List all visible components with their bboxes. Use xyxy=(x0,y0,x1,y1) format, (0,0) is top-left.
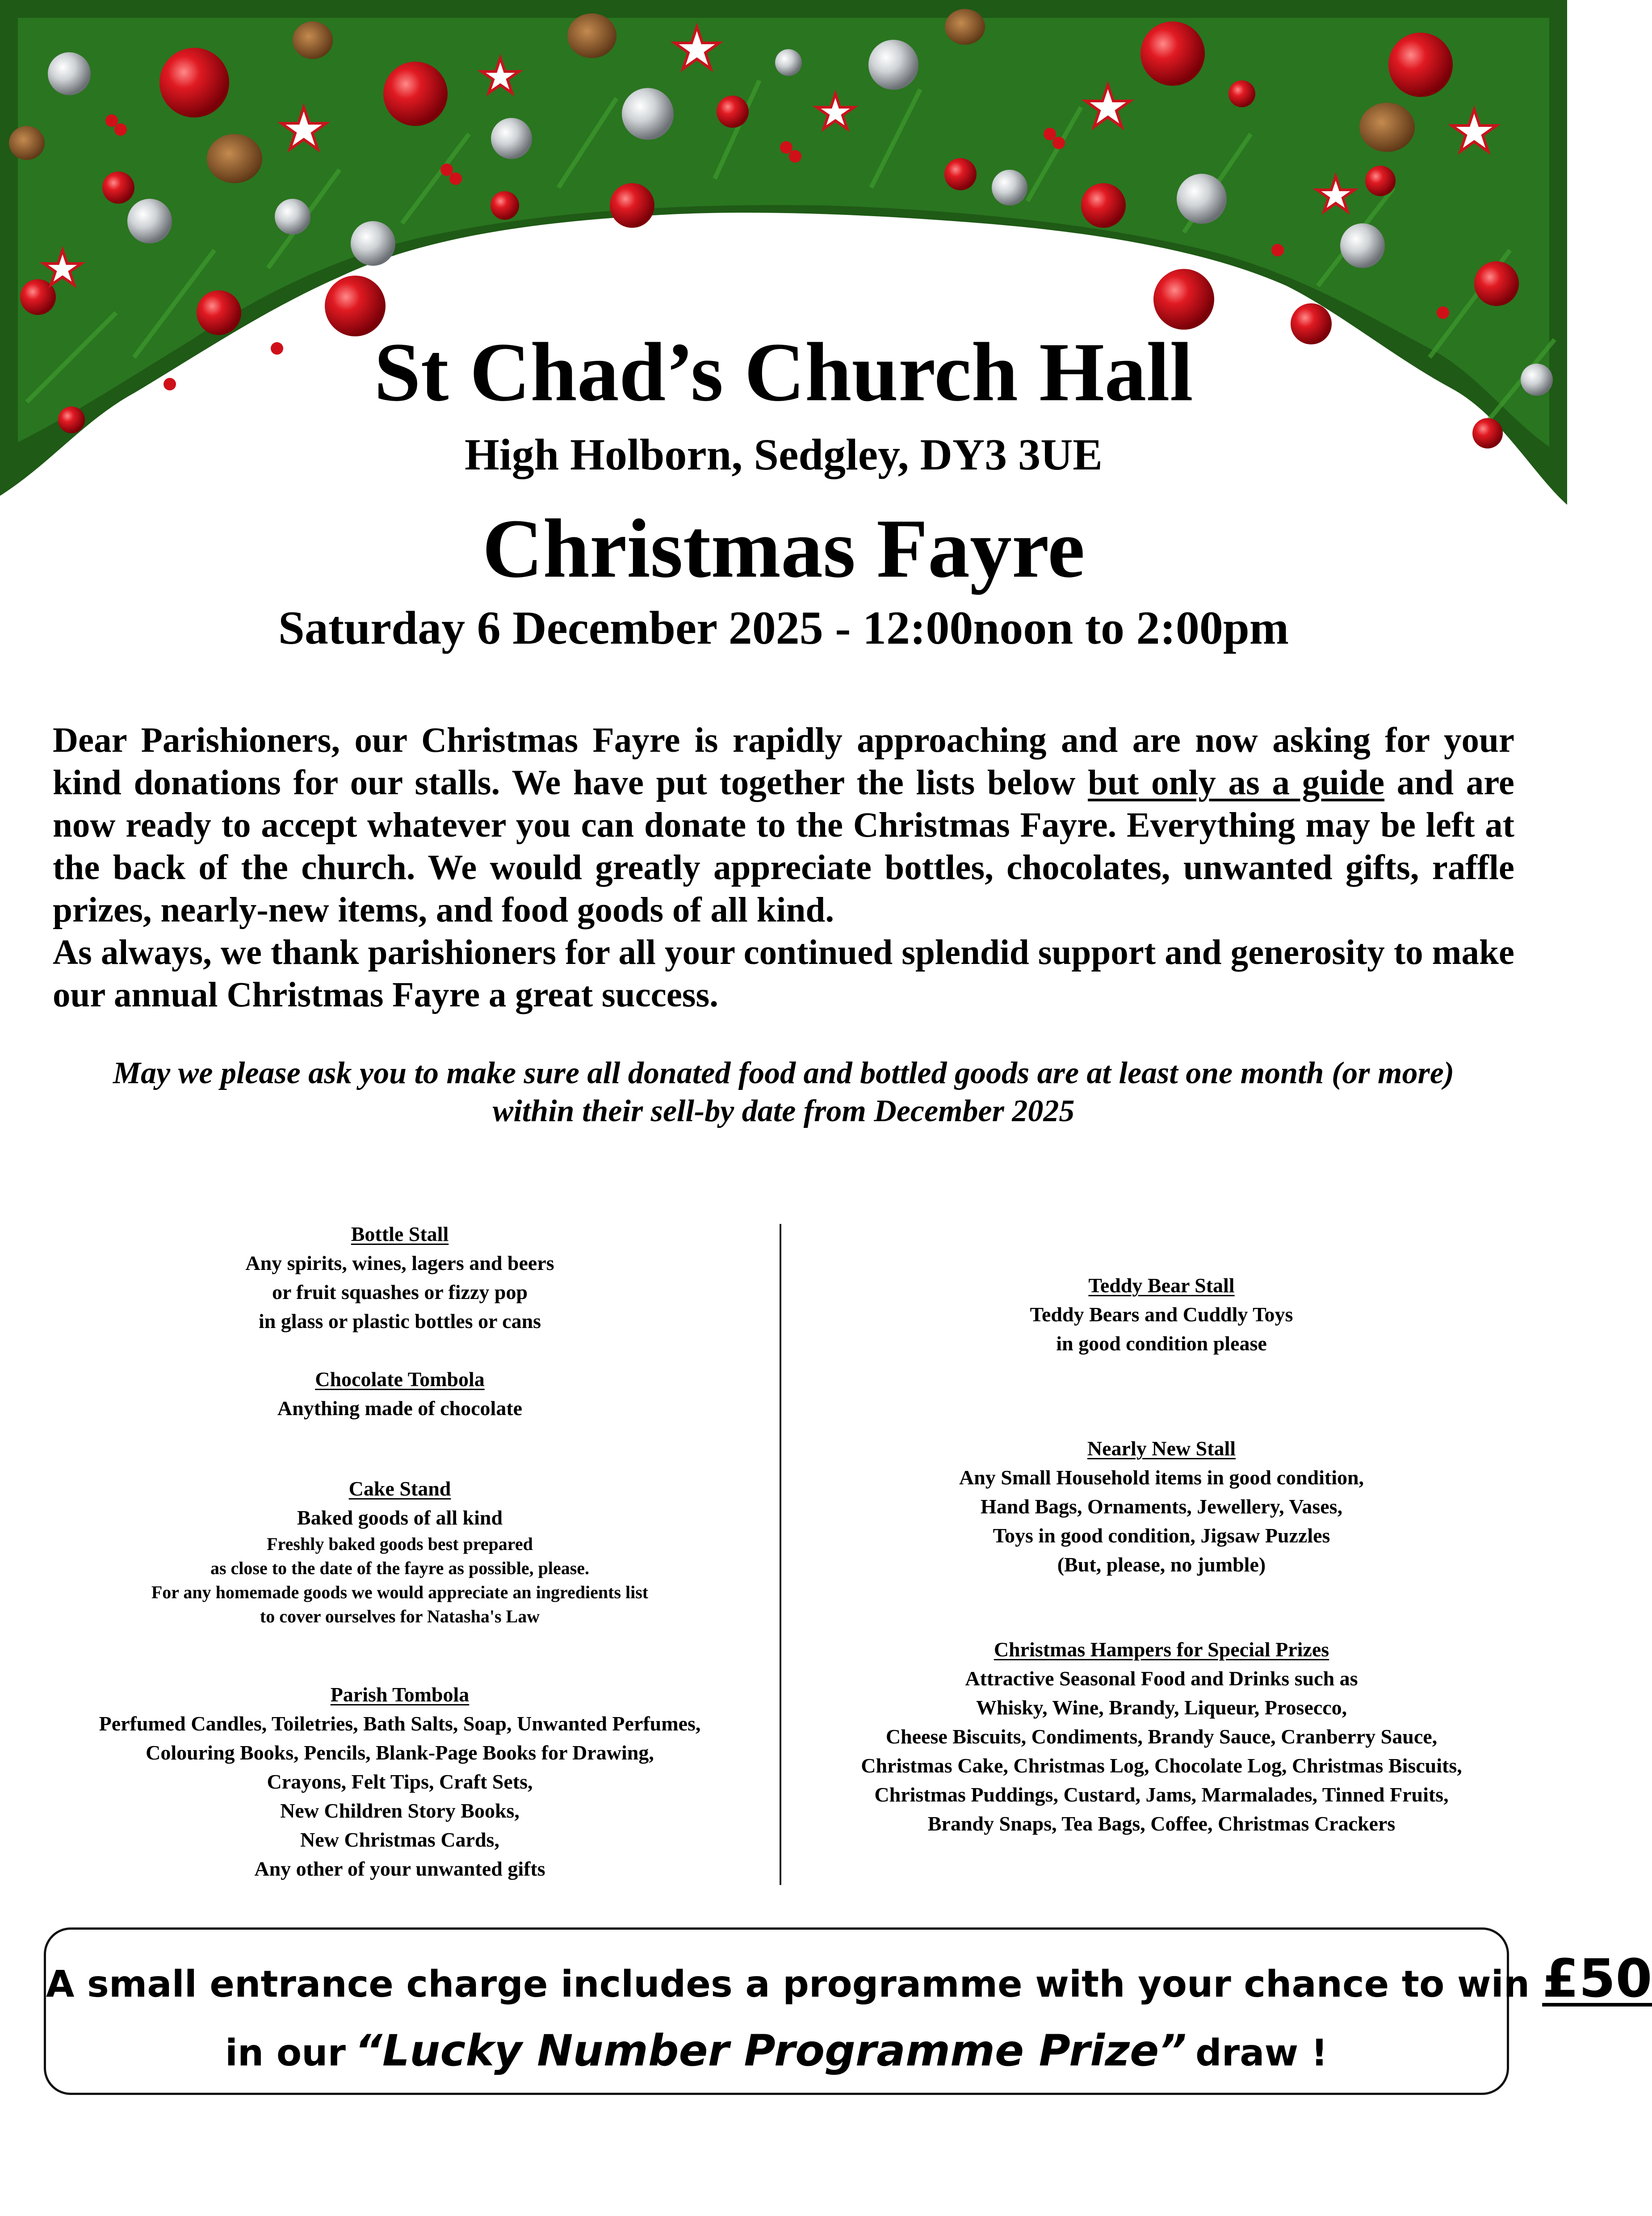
stall-line: Cheese Biscuits, Condiments, Brandy Sauce, Cranberry Sauce, xyxy=(885,1725,1438,1748)
stall-line: New Children Story Books, xyxy=(280,1799,520,1822)
stall-line: Any Small Household items in good condition, xyxy=(959,1466,1364,1489)
prize-text: A small entrance charge includes a programme with your chance to win xyxy=(46,1963,1530,2006)
stall-line: New Christmas Cards, xyxy=(300,1828,499,1851)
prize-line-2 xyxy=(46,2026,1507,2076)
prize-text-end: draw ! xyxy=(1195,2032,1328,2074)
stall-line: Whisky, Wine, Brandy, Liqueur, Prosecco, xyxy=(976,1696,1347,1719)
stall-line: in glass or plastic bottles or cans xyxy=(258,1310,541,1332)
event-title: Christmas Fayre xyxy=(482,502,1085,595)
stall-line: Hand Bags, Ornaments, Jewellery, Vases, xyxy=(980,1495,1343,1518)
stall-line: in good condition please xyxy=(1056,1332,1267,1355)
stall-line: Colouring Books, Pencils, Blank-Page Books for Drawing, xyxy=(146,1741,654,1764)
stall-line: Crayons, Felt Tips, Craft Sets, xyxy=(267,1770,533,1793)
prize-amount: £50 xyxy=(1542,1948,1652,2009)
stall-note: Freshly baked goods best prepared xyxy=(267,1534,533,1554)
request-line-1: May we please ask you to make sure all donated food and bottled goods are at least one month (or more) xyxy=(113,1056,1455,1090)
parish-tombola xyxy=(45,1680,755,1883)
cake-stand xyxy=(45,1474,755,1629)
stall-note: to cover ourselves for Natasha's Law xyxy=(260,1606,540,1626)
stall-line: Perfumed Candles, Toiletries, Bath Salts, Soap, Unwanted Perfumes, xyxy=(99,1712,701,1735)
column-divider xyxy=(780,1224,781,1885)
hall-address: High Holborn, Sedgley, DY3 3UE xyxy=(465,430,1103,479)
stall-line: Teddy Bears and Cuddly Toys xyxy=(1030,1303,1293,1326)
stall-title: Chocolate Tombola xyxy=(315,1368,485,1391)
stall-line: Brandy Snaps, Tea Bags, Coffee, Christmas Crackers xyxy=(927,1812,1396,1835)
prize-text-start: in our xyxy=(225,2032,346,2074)
stall-line: (But, please, no jumble) xyxy=(1057,1553,1266,1576)
stall-title: Teddy Bear Stall xyxy=(1088,1274,1235,1297)
prize-draw-box xyxy=(44,1927,1652,2095)
stall-title: Parish Tombola xyxy=(330,1683,470,1706)
nearly-new-stall xyxy=(800,1434,1523,1579)
stalls-right-column xyxy=(800,1219,1523,1838)
stall-line: Christmas Cake, Christmas Log, Chocolate Log, Christmas Biscuits, xyxy=(861,1754,1462,1777)
intro-paragraph-2: As always, we thank parishioners for all your continued splendid support and generosity to make our annual Christmas Fayre a great success. xyxy=(53,933,1514,1014)
intro-paragraph-1: Dear Parishioners, our Christmas Fayre is rapidly approaching and are now asking for your kind donations for our stalls. We have put together the lists below but only as a guide and are now ready to accept whatever you can donate to the Christmas Fayre. Everything may be left at the back of the church. We would greatly appreciate bottles, chocolates, unwanted gifts, raffle prizes, nearly-new items, and food goods of all kind. xyxy=(53,721,1514,930)
stall-title: Nearly New Stall xyxy=(1087,1437,1236,1460)
chocolate-tombola xyxy=(45,1365,755,1423)
stall-line: or fruit squashes or fizzy pop xyxy=(272,1281,528,1303)
stall-line: Baked goods of all kind xyxy=(297,1506,503,1529)
guide-underline: but only as a guide xyxy=(1088,763,1385,802)
stall-line: Any other of your unwanted gifts xyxy=(254,1857,545,1880)
stall-line: Toys in good condition, Jigsaw Puzzles xyxy=(993,1524,1330,1547)
stall-line: Attractive Seasonal Food and Drinks such as xyxy=(965,1667,1358,1690)
bottle-stall xyxy=(45,1219,755,1336)
stall-note: as close to the date of the fayre as possible, please. xyxy=(210,1558,590,1578)
teddy-bear-stall xyxy=(800,1271,1523,1358)
request-line-2: within their sell-by date from December 2025 xyxy=(492,1094,1075,1128)
stall-note: For any homemade goods we would appreciate an ingredients list xyxy=(151,1582,649,1602)
stalls-left-column xyxy=(45,1219,755,1883)
prize-line-1 xyxy=(46,1948,1652,2009)
intro-letter xyxy=(53,719,1514,1016)
sell-by-request xyxy=(53,1054,1514,1130)
hall-title: St Chad’s Church Hall xyxy=(374,325,1193,419)
stall-line: Anything made of chocolate xyxy=(277,1397,523,1420)
prize-draw-name: “Lucky Number Programme Prize” xyxy=(355,2026,1187,2076)
event-date: Saturday 6 December 2025 - 12:00noon to 2:00pm xyxy=(278,602,1289,654)
stall-title: Cake Stand xyxy=(348,1477,451,1500)
christmas-hampers-stall xyxy=(800,1635,1523,1838)
stall-line: Christmas Puddings, Custard, Jams, Marmalades, Tinned Fruits, xyxy=(874,1783,1449,1806)
stall-title: Bottle Stall xyxy=(351,1223,449,1245)
stall-line: Any spirits, wines, lagers and beers xyxy=(245,1252,554,1274)
stall-title: Christmas Hampers for Special Prizes xyxy=(994,1638,1329,1661)
